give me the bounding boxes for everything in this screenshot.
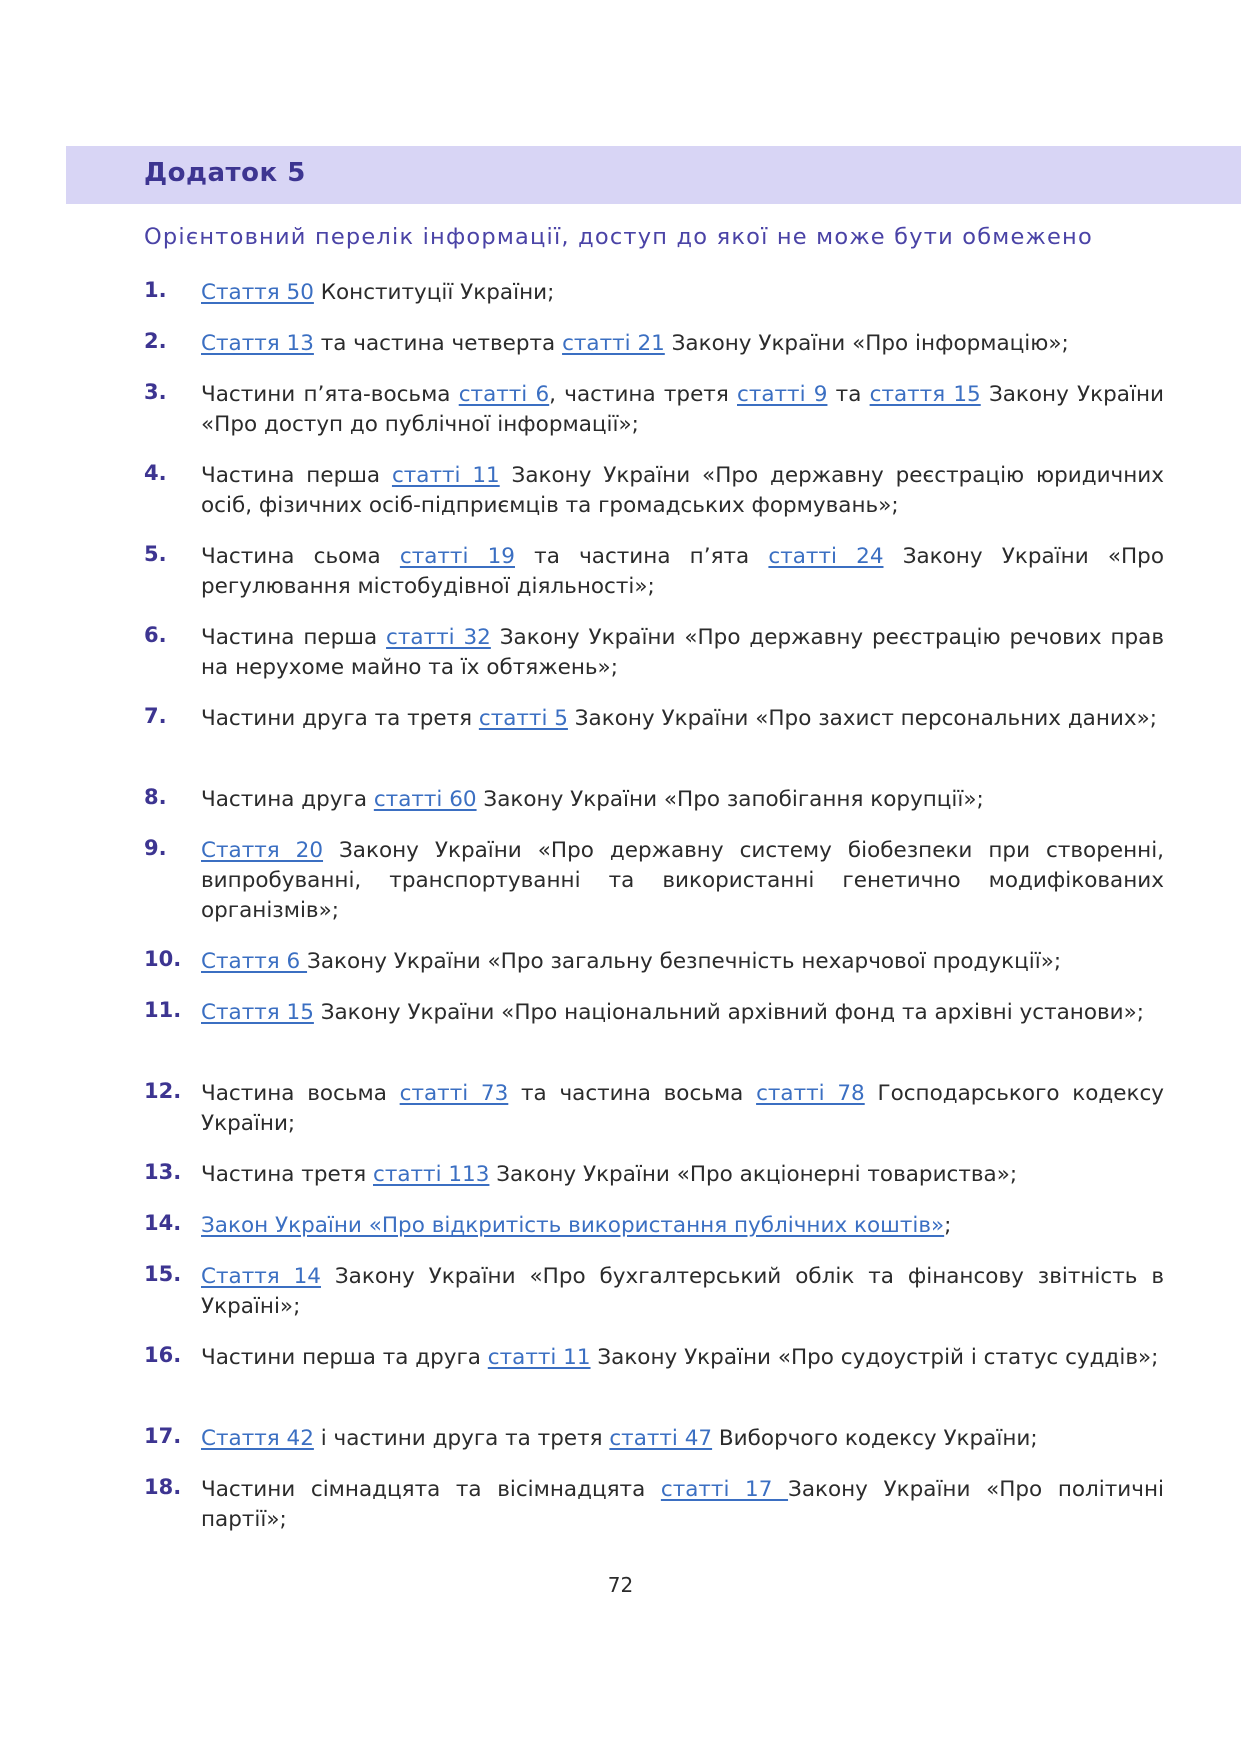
law-article-link[interactable]: статті 21: [562, 331, 665, 356]
item-text-segment: Конституції України;: [313, 280, 555, 305]
law-article-link[interactable]: статті 11: [391, 463, 500, 488]
item-text-segment: Частина перша: [201, 463, 392, 488]
page-number: 72: [607, 1573, 634, 1597]
item-text-segment: Господарського кодексу України;: [201, 1081, 1165, 1136]
item-number: 9.: [144, 836, 167, 860]
item-text-segment: Частини друга та третя: [201, 706, 479, 731]
law-article-link[interactable]: Закон України «Про відкритість використання публічних коштів»: [201, 1213, 945, 1238]
item-text: [201, 329, 1164, 359]
item-text: [201, 785, 1164, 815]
item-text-segment: Закону України «Про доступ до публічної інформації»;: [201, 382, 1164, 437]
item-text: [201, 278, 1164, 308]
item-text-segment: Закону України «Про інформацію»;: [664, 331, 1069, 356]
law-article-link[interactable]: статті 6: [458, 382, 550, 407]
item-text-segment: Закону України «Про загальну безпечність нехарчової продукції»;: [307, 949, 1062, 974]
law-article-link[interactable]: Стаття 42: [201, 1426, 314, 1451]
law-article-link[interactable]: статті 78: [756, 1081, 865, 1106]
law-article-link[interactable]: статті 19: [399, 544, 515, 569]
item-text-segment: Закону України «Про акціонерні товариства»;: [489, 1162, 1018, 1187]
law-article-link[interactable]: статті 9: [737, 382, 828, 407]
appendix-subtitle: Орієнтовний перелік інформації, доступ до якої не може бути обмежено: [144, 224, 1093, 250]
item-text: [201, 1424, 1164, 1454]
item-text-segment: та частина п’ята: [514, 544, 769, 569]
item-text: [201, 1211, 1164, 1241]
item-text: [201, 1160, 1164, 1190]
law-article-link[interactable]: Стаття 14: [201, 1264, 321, 1289]
law-article-link[interactable]: статті 47: [609, 1426, 713, 1451]
item-text-segment: Частини п’ята-восьма: [201, 382, 459, 407]
item-number: 11.: [144, 998, 182, 1022]
law-article-link[interactable]: Стаття 6: [201, 949, 308, 974]
item-text-segment: Закону України «Про державну систему біобезпеки при створенні, випробуванні, транспортуванні та використанні генетично модифікованих організмів»;: [201, 838, 1164, 923]
item-text: [201, 623, 1164, 683]
item-text-segment: Частина перша: [201, 625, 387, 650]
law-article-link[interactable]: статті 11: [487, 1345, 591, 1370]
item-number: 17.: [144, 1424, 182, 1448]
law-article-link[interactable]: статті 113: [373, 1162, 490, 1187]
item-number: 3.: [144, 380, 167, 404]
item-text: [201, 1079, 1164, 1139]
item-number: 10.: [144, 947, 182, 971]
item-text: [201, 461, 1164, 521]
item-number: 6.: [144, 623, 167, 647]
item-text-segment: Закону України «Про державну реєстрацію юридичних осіб, фізичних осіб-підприємців та громадських формувань»;: [201, 463, 1165, 518]
item-number: 12.: [144, 1079, 182, 1103]
item-text-segment: та: [827, 382, 870, 407]
item-text-segment: Частини перша та друга: [201, 1345, 488, 1370]
item-text-segment: Частина друга: [201, 787, 374, 812]
law-article-link[interactable]: Стаття 20: [201, 838, 324, 863]
law-article-link[interactable]: статті 17: [660, 1477, 789, 1502]
item-text-segment: Закону України «Про захист персональних даних»;: [567, 706, 1158, 731]
item-number: 2.: [144, 329, 167, 353]
item-text-segment: Частина сьома: [201, 544, 400, 569]
item-text: [201, 836, 1164, 926]
item-number: 8.: [144, 785, 167, 809]
item-text-segment: та частина четверта: [313, 331, 563, 356]
item-number: 5.: [144, 542, 167, 566]
item-text-segment: Закону України «Про регулювання містобудівної діяльності»;: [201, 544, 1164, 599]
law-article-link[interactable]: статті 5: [478, 706, 568, 731]
law-article-link[interactable]: Стаття 50: [201, 280, 314, 305]
item-text: [201, 380, 1164, 440]
item-number: 15.: [144, 1262, 182, 1286]
law-article-link[interactable]: стаття 15: [869, 382, 981, 407]
item-number: 18.: [144, 1475, 182, 1499]
item-text: [201, 998, 1164, 1028]
item-number: 1.: [144, 278, 167, 302]
item-text-segment: Закону України «Про судоустрій і статус суддів»;: [590, 1345, 1159, 1370]
law-article-link[interactable]: Стаття 13: [201, 331, 314, 356]
law-article-link[interactable]: Стаття 15: [201, 1000, 314, 1025]
item-text-segment: Частини сімнадцята та вісімнадцята: [201, 1477, 661, 1502]
item-text: [201, 1475, 1164, 1535]
law-article-link[interactable]: статті 60: [373, 787, 477, 812]
item-text: [201, 1262, 1164, 1322]
item-text-segment: Закону України «Про бухгалтерський облік та фінансову звітність в Україні»;: [201, 1264, 1164, 1319]
item-text-segment: ;: [944, 1213, 952, 1238]
item-text-segment: Виборчого кодексу України;: [712, 1426, 1038, 1451]
item-text-segment: Частина восьма: [201, 1081, 400, 1106]
appendix-title: Додаток 5: [144, 158, 306, 188]
item-text-segment: Закону України «Про політичні партії»;: [201, 1477, 1164, 1532]
item-number: 16.: [144, 1343, 182, 1367]
item-number: 13.: [144, 1160, 182, 1184]
law-article-link[interactable]: статті 24: [768, 544, 884, 569]
item-number: 7.: [144, 704, 167, 728]
item-text-segment: Закону України «Про національний архівний фонд та архівні установи»;: [313, 1000, 1145, 1025]
item-text: [201, 947, 1164, 977]
item-text: [201, 1343, 1164, 1373]
law-article-link[interactable]: статті 32: [386, 625, 491, 650]
item-text-segment: Частина третя: [201, 1162, 373, 1187]
item-text: [201, 704, 1164, 734]
item-text-segment: , частина третя: [549, 382, 737, 407]
item-text-segment: Закону України «Про запобігання корупції»;: [476, 787, 984, 812]
item-text: [201, 542, 1164, 602]
item-text-segment: Закону України «Про державну реєстрацію речових прав на нерухоме майно та їх обтяжень»;: [201, 625, 1164, 680]
law-article-link[interactable]: статті 73: [399, 1081, 509, 1106]
item-number: 14.: [144, 1211, 182, 1235]
item-number: 4.: [144, 461, 167, 485]
item-text-segment: і частини друга та третя: [313, 1426, 610, 1451]
item-text-segment: та частина восьма: [508, 1081, 757, 1106]
